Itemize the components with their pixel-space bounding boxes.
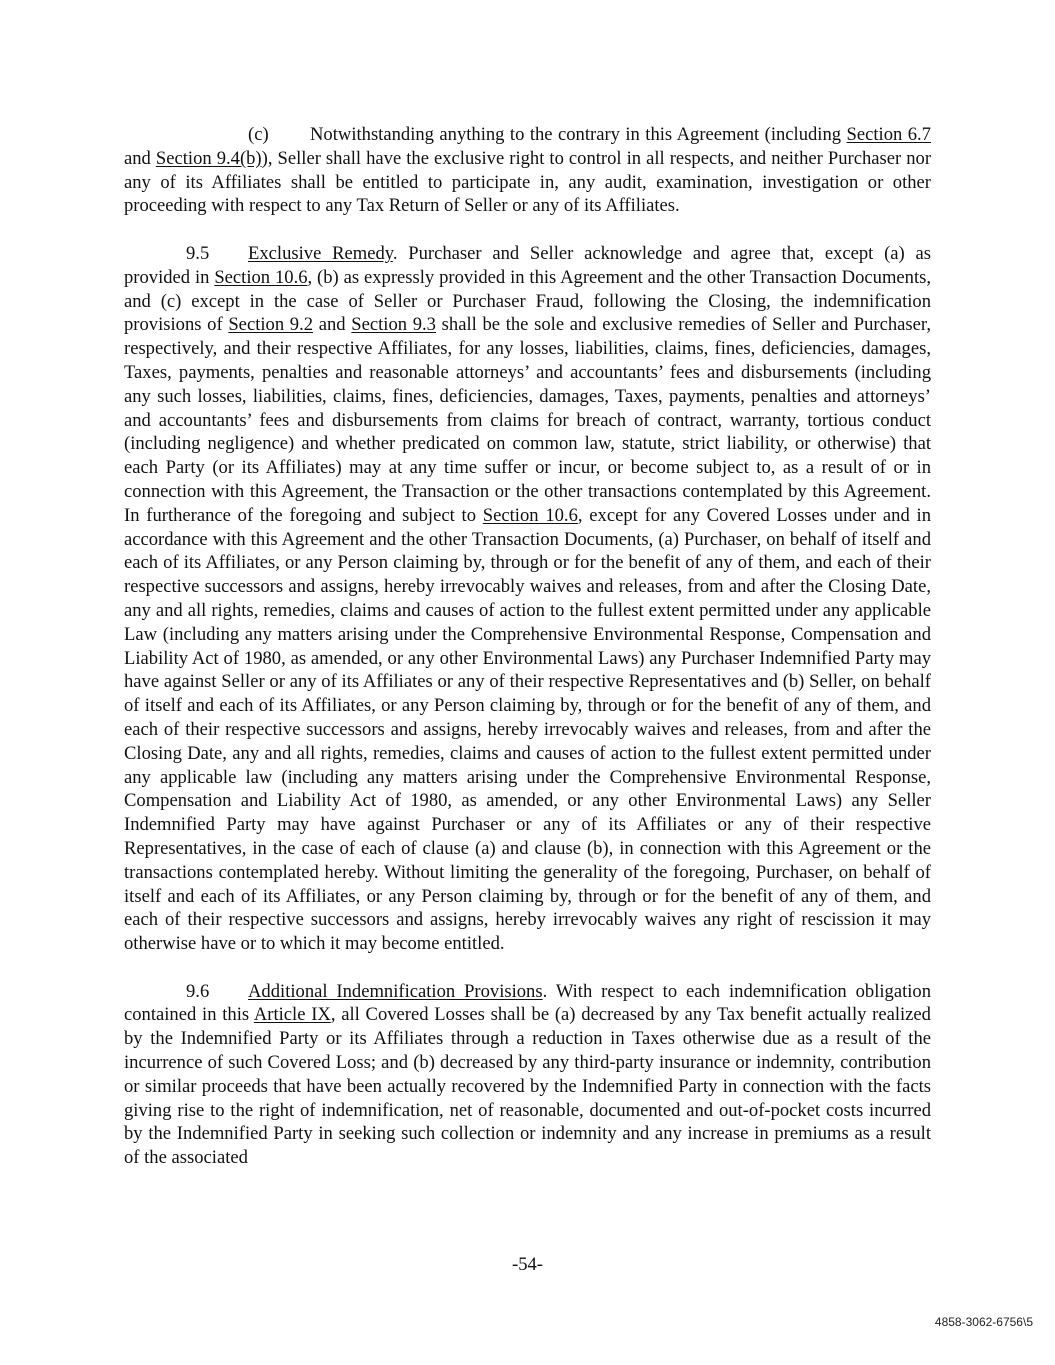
section-text: shall be the sole and exclusive remedies of Seller and Purchaser, respectively, and their respective Affiliates, for any losses, liabilities, claims, fines, deficiencies, damages, Taxes, payments, penalties and reasonable attorneys’ and accountants’ fees and disbursements (including any such losses, liabilities, claims, fines, deficiencies, damages, Taxes, payments, penalties and attorneys’ and accountants’ fees and disbursements from claims for breach of contract, warranty, tortious conduct (including negligence) and whether predicated on common law, statute, strict liability, or otherwise) that each Party (or its Affiliates) may at any time suffer or incur, or become subject to, as a result of or in connection with this Agreement, the Transaction or the other transactions contemplated by this Agreement. In furtherance of the foregoing and subject to [124, 314, 931, 526]
clause-text: and [124, 147, 156, 169]
section-text: and [313, 314, 352, 336]
clause-text: Notwithstanding anything to the contrary in this Agreement (including [310, 124, 847, 145]
section-number: 9.6 [186, 980, 210, 1002]
section-9-5 [124, 242, 931, 956]
section-text: , except for any Covered Losses under and in accordance with this Agreement and the other Transaction Documents, (a) Purchaser, on behalf of itself and each of its Affiliates, or any Person claiming by, through or for the benefit of any of them, and each of their respective successors and assigns, hereby irrevocably waives and releases, from and after the Closing Date, any and all rights, remedies, claims and causes of action to the fullest extent permitted under any applicable Law (including any matters arising under the Comprehensive Environmental Response, Compensation and Liability Act of 1980, as amended, or any other Environmental Laws) any Purchaser Indemnified Party may have against Seller or any of its Affiliates or any of their respective Representatives and (b) Seller, on behalf of itself and each of its Affiliates, or any Person claiming by, through or for the benefit of any of them, and each of their respective successors and assigns, hereby irrevocably waives and releases, from and after the Closing Date, any and all rights, remedies, claims and causes of action to the fullest extent permitted under any applicable law (including any matters arising under the Comprehensive Environmental Response, Compensation and Liability Act of 1980, as amended, or any other Environmental Laws) any Seller Indemnified Party may have against Purchaser or any of its Affiliates or any of their respective Representatives, in the case of each of clause (a) and clause (b), in connection with this Agreement or the transactions contemplated hereby. Without limiting the generality of the foregoing, Purchaser, on behalf of itself and each of its Affiliates, or any Person claiming by, through or for the benefit of any of them, and each of their respective successors and assigns, hereby irrevocably waives any right of rescission it may otherwise have or to which it may become entitled. [124, 504, 931, 955]
section-reference-link[interactable]: Section 9.3 [351, 314, 436, 336]
page-number: -54- [512, 1254, 543, 1275]
section-text: , all Covered Losses shall be (a) decreased by any Tax benefit actually realized by the Indemnified Party or its Affiliates through a reduction in Taxes otherwise due as a result of the incurrence of such Covered Loss; and (b) decreased by any third-party insurance or indemnity, contribution or similar proceeds that have been actually recovered by the Indemnified Party in connection with the facts giving rise to the right of indemnification, net of reasonable, documented and out-of-pocket costs incurred by the Indemnified Party in seeking such collection or indemnity and any increase in premiums as a result of the associated [124, 1004, 931, 1169]
section-reference-link[interactable]: Section 10.6 [482, 504, 578, 526]
document-id: 4858-3062-6756\5 [934, 1315, 1033, 1329]
section-text: , (b) as expressly provided in this Agreement and the other Transaction Documents, and (c) except in the case of Seller or Purchaser Fraud, following the Closing, the indemnification provisions of [124, 266, 932, 336]
section-reference-link[interactable]: Section 9.4(b) [155, 147, 262, 169]
article-reference-link[interactable]: Article IX [253, 1004, 331, 1026]
clause-text: ), Seller shall have the exclusive right to control in all respects, and neither Purchaser nor any of its Affiliates shall be entitled to participate in, any audit, examination, investigation or other proceeding with respect to any Tax Return of Seller or any of its Affiliates. [124, 147, 932, 217]
section-heading: Exclusive Remedy [248, 242, 393, 264]
section-9-6 [124, 980, 931, 1170]
section-reference-link[interactable]: Section 9.2 [228, 314, 314, 336]
page-body [124, 123, 931, 1194]
section-reference-link[interactable]: Section 10.6 [214, 266, 308, 288]
section-text: . With respect to each indemnification obligation contained in this [124, 980, 932, 1026]
section-number: 9.5 [186, 242, 210, 264]
section-heading: Additional Indemnification Provisions [248, 980, 543, 1002]
section-reference-link[interactable]: Section 6.7 [846, 124, 931, 145]
clause-number: (c) [248, 124, 269, 145]
paragraph-c [124, 123, 931, 218]
section-text: . Purchaser and Seller acknowledge and agree that, except (a) as provided in [124, 242, 931, 288]
